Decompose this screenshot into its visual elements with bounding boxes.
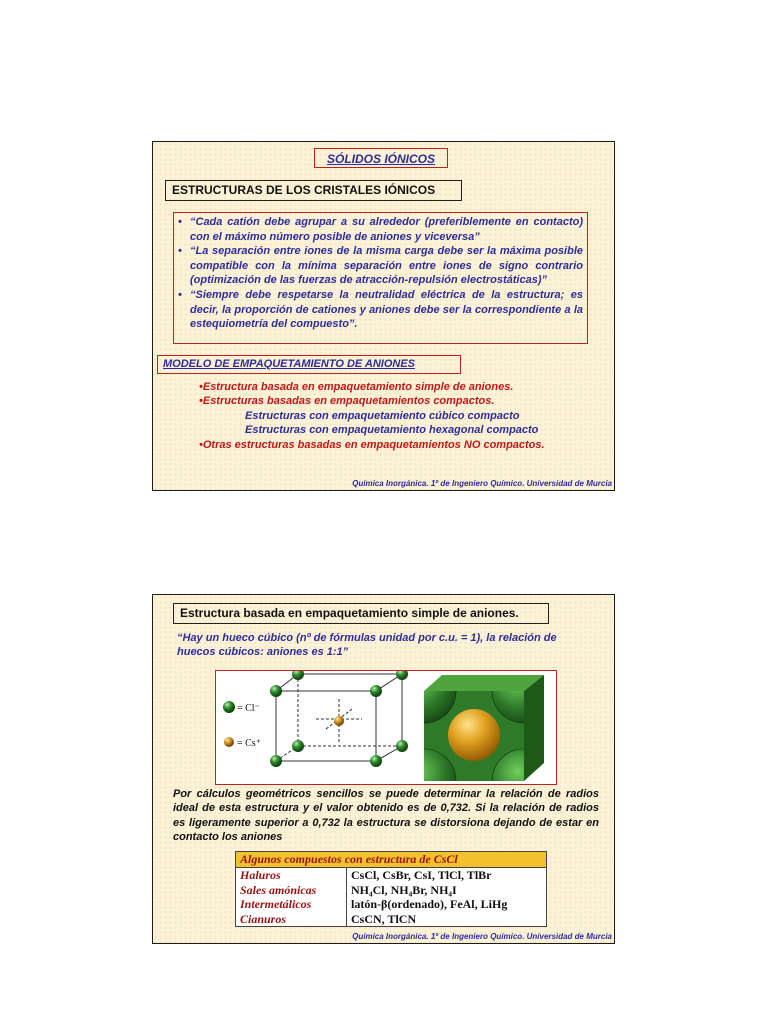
legend-cesium-label: = Cs⁺ (237, 738, 261, 749)
slide-1-footer: Química Inorgánica. 1º de Ingeniero Químico. Universidad de Murcia (352, 479, 612, 488)
chloride-ion (270, 755, 282, 767)
slide-2 (152, 594, 615, 944)
rule-item: • “Cada catión debe agrupar a su alrededor (preferiblemente en contacto) con el máximo número posible de aniones y viceversa” (178, 216, 583, 243)
rule-item: • “Siempre debe respetarse la neutralidad eléctrica de la estructura; es decir, la proporción de cationes y aniones debe ser la correspondiente a la estequiometría del compuesto”. (178, 288, 583, 331)
chloride-ion (270, 685, 282, 697)
slide-1 (152, 141, 615, 491)
slide-2-quote: “Hay un hueco cúbico (nº de fórmulas unidad por c.u. = 1), la relación de huecos cúbicos: aniones es 1:1” (177, 632, 557, 659)
cscl-figure-svg (216, 671, 556, 784)
chloride-ion (292, 671, 304, 680)
legend-cesium-sphere (224, 737, 234, 747)
packing-model (392, 671, 556, 784)
legend-chloride-label: = Cl⁻ (237, 703, 260, 714)
slide-2-footer: Química Inorgánica. 1º de Ingeniero Químico. Universidad de Murcia (352, 932, 612, 941)
cscl-compounds-table (235, 851, 547, 927)
chloride-ion (396, 740, 408, 752)
cesium-ion (334, 716, 344, 726)
model-list (199, 380, 545, 452)
slide-2-title: Estructura basada en empaquetamiento simple de aniones. (173, 603, 549, 624)
model-subitem: Estructuras con empaquetamiento hexagonal compacto (245, 424, 539, 437)
model-item: •Otras estructuras basadas en empaquetamientos NO compactos. (199, 438, 545, 451)
table-row: Intermetálicos latón-β(ordenado), FeAl, LiHg (236, 897, 547, 912)
table-row: Cianuros CsCN, TlCN (236, 912, 547, 927)
chloride-ion (396, 671, 408, 680)
cscl-structure-figure (215, 670, 557, 785)
model-subitem: Estructuras con empaquetamiento cúbico compacto (245, 409, 520, 422)
slide-1-title: SÓLIDOS IÓNICOS (314, 148, 448, 168)
chloride-ion (292, 740, 304, 752)
table-header: Algunos compuestos con estructura de CsCl (236, 852, 547, 868)
slide-2-paragraph: Por cálculos geométricos sencillos se puede determinar la relación de radios ideal de esta estructura y el valor obtenido es de 0,732. Si la relación de radios es ligeramente superior a 0,732 la estructura se distorsiona dejando de estar en contacto los aniones (173, 788, 599, 844)
packing-cesium-sphere (448, 709, 500, 761)
rule-item: • “La separación entre iones de la misma carga debe ser la máxima posible compatible con la mínima separación entre iones de signo contrario (optimización de las fuerzas de atracción-repulsión electrostáticas)” (178, 245, 583, 287)
table-row: Haluros CsCl, CsBr, CsI, TlCl, TlBr (236, 868, 547, 883)
model-item: •Estructuras basadas en empaquetamientos compactos. (199, 395, 495, 408)
chloride-ion (370, 685, 382, 697)
slide-1-subtitle: ESTRUCTURAS DE LOS CRISTALES IÓNICOS (165, 180, 462, 201)
table-row: Sales amónicas NH₄Cl, NH₄Br, NH₄I (236, 883, 547, 898)
legend-chloride-sphere (223, 701, 235, 713)
chloride-ion (370, 755, 382, 767)
model-heading: MODELO DE EMPAQUETAMIENTO DE ANIONES (157, 355, 461, 374)
rules-box (173, 212, 588, 344)
model-item: •Estructura basada en empaquetamiento simple de aniones. (199, 381, 514, 393)
